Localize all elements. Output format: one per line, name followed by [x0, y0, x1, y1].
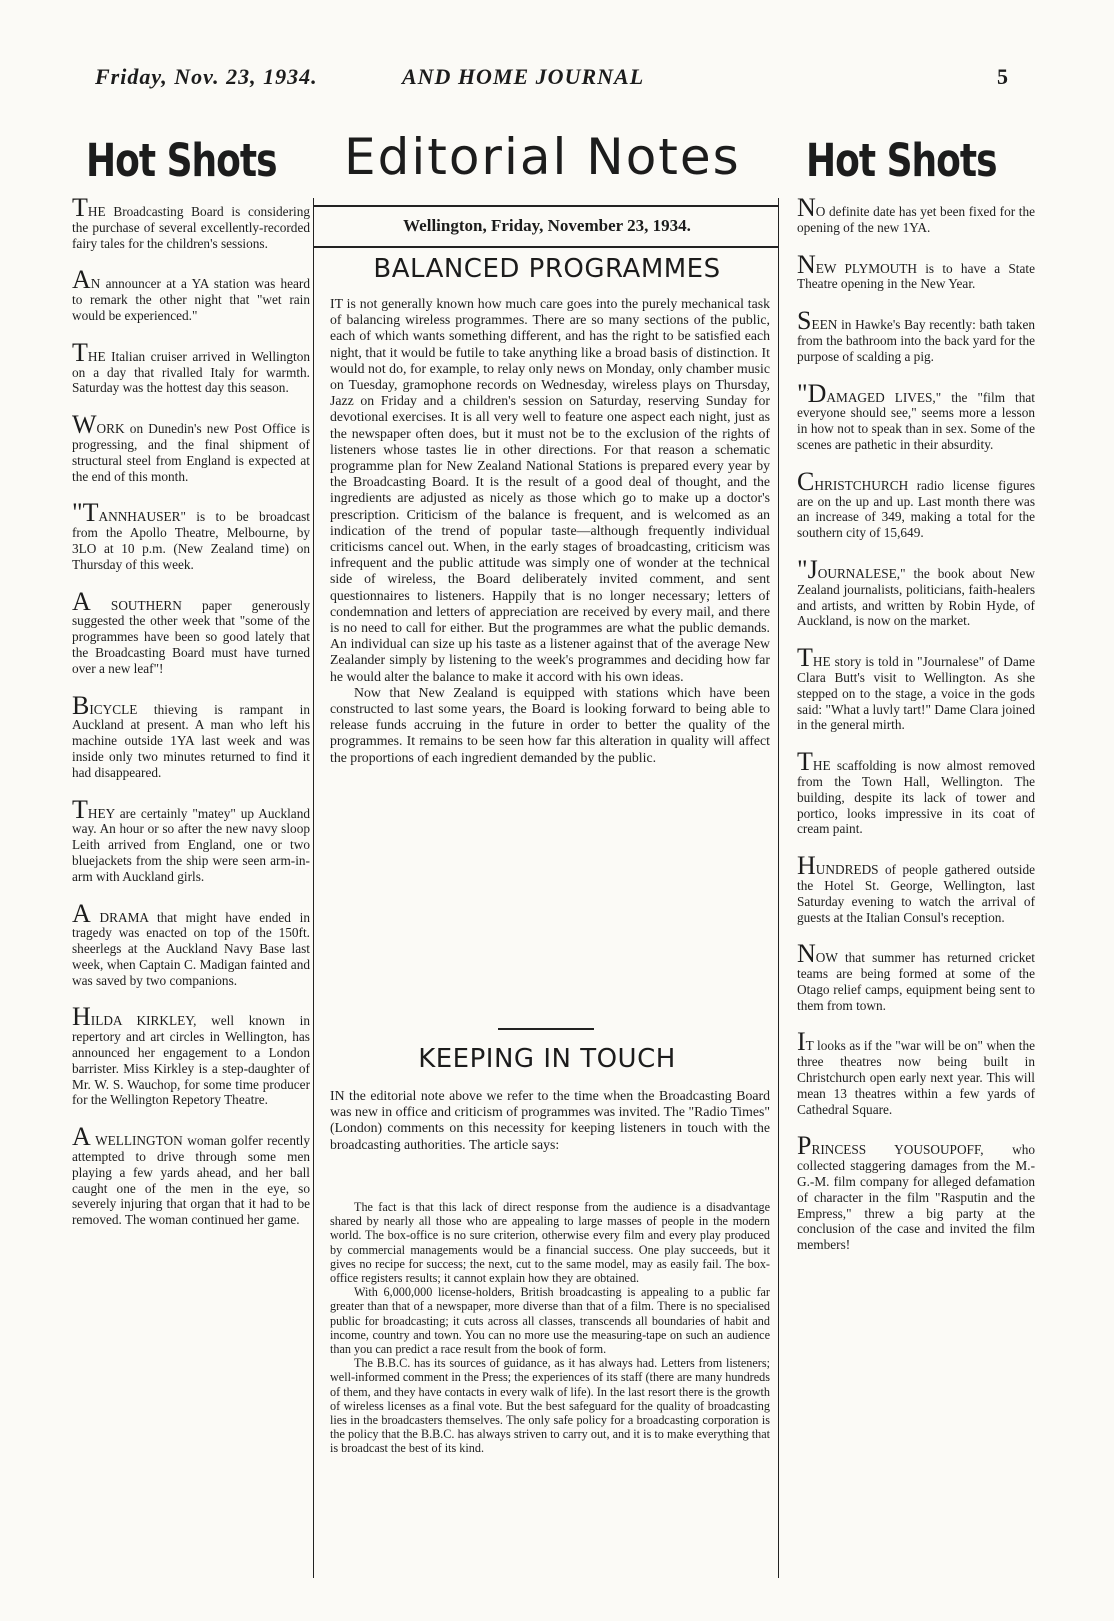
note-item: A SOUTHERN paper generously suggested the other week that "some of the programmes have been so good lately that the Broadcasting Board must have turned over a new leaf"! — [72, 586, 310, 676]
note-item: BICYCLE thieving is rampant in Auckland at present. A man who left his machine outside 1YA last week and was inside only two minutes returned to find it had disappeared. — [72, 690, 310, 780]
issue-date: Friday, Nov. 23, 1934. — [95, 64, 318, 89]
column-divider-right — [778, 198, 779, 1578]
radio-times-quotation — [330, 1200, 770, 1456]
note-item: HUNDREDS of people gathered outside the Hotel St. George, Wellington, last Saturday evening to watch the arrival of guests at the Italian Consul's reception. — [797, 851, 1035, 925]
editorial-dateline: Wellington, Friday, November 23, 1934. — [403, 216, 691, 235]
hot-shots-heading-left: Hot Shots — [86, 136, 277, 188]
note-item: IT looks as if the "war will be on" when the three theatres now being built in Christchurch open early next year. This will mean 13 theatres within a few yards of Cathedral Square. — [797, 1027, 1035, 1117]
note-item: HILDA KIRKLEY, well known in repertory and art circles in Wellington, has announced her engagement to a London barrister. Miss Kirkley is a step-daughter of Mr. W. S. Wauchop, for some time producer for the Wellington Repetory Theatre. — [72, 1002, 310, 1108]
quoted-paragraph: With 6,000,000 license-holders, British broadcasting is appealing to a public far greater than that of a newspaper, more diverse than that of a film. There is no specialised public for broadcasting; it cuts across all classes, transcends all boundaries of habit and income, country and town. You can no more use the measuring-tape on such an audience than you can predict a race result from the book of form. — [330, 1285, 770, 1357]
note-item: SEEN in Hawke's Bay recently: bath taken from the bathroom into the back yard for the purpose of scalding a pig. — [797, 306, 1035, 364]
editorial-paragraph: IT is not generally known how much care goes into the purely mechanical task of balancing wireless programmes. There are so many sections of the public, each of which wants something different, and has the right to be satisfied each night, that it would be futile to take anything like a broad basis of distinction. It would not do, for example, to relay only news on Monday, only chamber music on Tuesday, gramophone records on Wednesday, wireless plays on Thursday, Jazz on Friday and a children's session on Saturday, reserving Sunday for devotional exercises. It is all very well to feature one aspect each night, just as the newspaper often does, but it must not be to the exclusion of the rights of listeners whose tastes lie in other directions. For that reason a schematic programme plan for New Zealand National Stations is prepared every year by the Broadcasting Board. It is the result of a good deal of thought, and the ingredients are adjusted as nicely as those which go to make up a doctor's prescription. Criticism of the balance is frequent, and is welcomed as an indication of the trend of popular taste—although frequently individual criticisms cancel out. When, in the early stages of broadcasting, criticism was infrequent and the public attitude was simply one of wonder at the technical side of wireless, the Board deliberately invited comment, and sent questionnaires to listeners. Happily that is no longer necessary; letters of condemnation and letters of appreciation are received by every mail, and there is no need to call for either. But the programmes are what the public demands. An individual can size up his taste as a listener against that of the average New Zealander simply by listening to the week's programmes and deciding how far he would alter the balance to make it accord with his own ideas. — [330, 296, 770, 684]
note-item: THEY are certainly "matey" up Auckland way. An hour or so after the new navy sloop Leith arrived from England, one or two bluejackets from the ship were seen arm-in-arm with Auckland girls. — [72, 794, 310, 884]
balanced-programmes-body — [330, 296, 770, 766]
note-item: NO definite date has yet been fixed for the opening of the new 1YA. — [797, 193, 1035, 235]
column-divider-left — [313, 198, 314, 1578]
note-item: THE story is told in "Journalese" of Dame Clara Butt's visit to Wellington. As she stepped on to the stage, a voice in the gods said: "What a luvly tart!" Dame Clara joined in the general mirth. — [797, 643, 1035, 733]
keeping-in-touch-heading: KEEPING IN TOUCH — [418, 1044, 676, 1074]
note-item: "TANNHAUSER" is to be broadcast from the Apollo Theatre, Melbourne, by 3LO at 10 p.m. (New Zealand time) on Thursday of this week. — [72, 498, 310, 572]
note-item: NOW that summer has returned cricket teams are being formed at some of the Otago relief camps, equipment being sent to them from town. — [797, 939, 1035, 1013]
hot-shots-heading-right: Hot Shots — [806, 136, 997, 188]
editorial-notes-title: Editorial Notes — [344, 128, 741, 186]
note-item: "JOURNALESE," the book about New Zealand journalists, politicians, faith-healers and artists, and written by Robin Hyde, of Auckland, is now on the market. — [797, 554, 1035, 629]
note-item: A DRAMA that might have ended in tragedy was enacted on top of the 150ft. sheerlegs at the Auckland Navy Base last week, when Captain C. Madigan fainted and was saved by two companions. — [72, 898, 310, 988]
journal-name: AND HOME JOURNAL — [402, 64, 645, 89]
note-item: NEW PLYMOUTH is to have a State Theatre opening in the New Year. — [797, 249, 1035, 292]
right-hot-shots-column — [797, 193, 1035, 1272]
page-number: 5 — [997, 64, 1009, 89]
note-item: THE Italian cruiser arrived in Wellington on a day that rivalled Italy for warmth. Saturday was the hottest day this season. — [72, 337, 310, 396]
editorial-paragraph: Now that New Zealand is equipped with stations which have been constructed to last some years, the Board is looking forward to being able to release funds accruing in the future in order to better the quality of the programmes. It remains to be seen how far this alteration in quality will affect the proportions of each ingredient demanded by the public. — [330, 684, 770, 765]
note-item: AN announcer at a YA station was heard to remark the other night that "wet rain would be experienced." — [72, 265, 310, 323]
quoted-paragraph: The fact is that this lack of direct response from the audience is a disadvantage shared by nearly all those who are appealing to large masses of people in the modern world. The box-office is no sure criterion, otherwise every film and every play produced by commercial managements would be a financial success. One play succeeds, but it gives no recipe for success; the next, cut to the same model, may as easily fail. The box-office registers results; it cannot explain how they are obtained. — [330, 1200, 770, 1286]
keeping-in-touch-intro: IN the editorial note above we refer to the time when the Broadcasting Board was new in office and criticism of programmes was invited. The "Radio Times" (London) comments on this necessity for keeping listeners in touch with the broadcasting authorities. The article says: — [330, 1088, 770, 1152]
note-item: THE scaffolding is now almost removed from the Town Hall, Wellington. The building, despite its lack of tower and portico, looks impressive in its coat of cream paint. — [797, 747, 1035, 837]
page-header — [95, 64, 1015, 98]
balanced-programmes-heading: BALANCED PROGRAMMES — [373, 254, 721, 284]
dateline-rule-bottom — [313, 246, 779, 248]
note-item: "DAMAGED LIVES," the "film that everyone should see," seems more a lesson in how not to speak than in sex. Some of the scenes are pathetic in their absurdity. — [797, 378, 1035, 452]
dateline-rule-top — [313, 205, 779, 207]
note-item: PRINCESS YOUSOUPOFF, who collected staggering damages from the M.-G.-M. film company for alleged defamation of character in the film "Rasputin and the Empress," threw a big party at the conclusion of the case and invited the film members! — [797, 1131, 1035, 1253]
note-item: WORK on Dunedin's new Post Office is progressing, and the final shipment of structural steel from England is expected at the end of this month. — [72, 410, 310, 484]
note-item: CHRISTCHURCH radio license figures are on the up and up. Last month there was an increase of 349, making a total for the southern city of 15,649. — [797, 466, 1035, 541]
left-hot-shots-column — [72, 193, 310, 1247]
quoted-paragraph: The B.B.C. has its sources of guidance, as it has always had. Letters from listeners; well-informed comment in the Press; the experiences of its staff (there are many hundreds of them, and they have contacts in every walk of life). In the last resort there is the growth of wireless licenses as a final vote. But the best safeguard for the quality of broadcasting lies in the broadcasters themselves. The only safe policy for a broadcasting corporation is the policy that the B.B.C. has always striven to carry out, and it is to make everything that is broadcast the best of its kind. — [330, 1356, 770, 1456]
section-divider — [498, 1028, 594, 1030]
note-item: A WELLINGTON woman golfer recently attempted to drive through some men playing a few yards ahead, and her ball caught one of the men in the eye, so severely injuring that organ that it had to be removed. The woman continued her game. — [72, 1122, 310, 1228]
note-item: THE Broadcasting Board is considering the purchase of several excellently-recorded fairy tales for the children's sessions. — [72, 193, 310, 251]
